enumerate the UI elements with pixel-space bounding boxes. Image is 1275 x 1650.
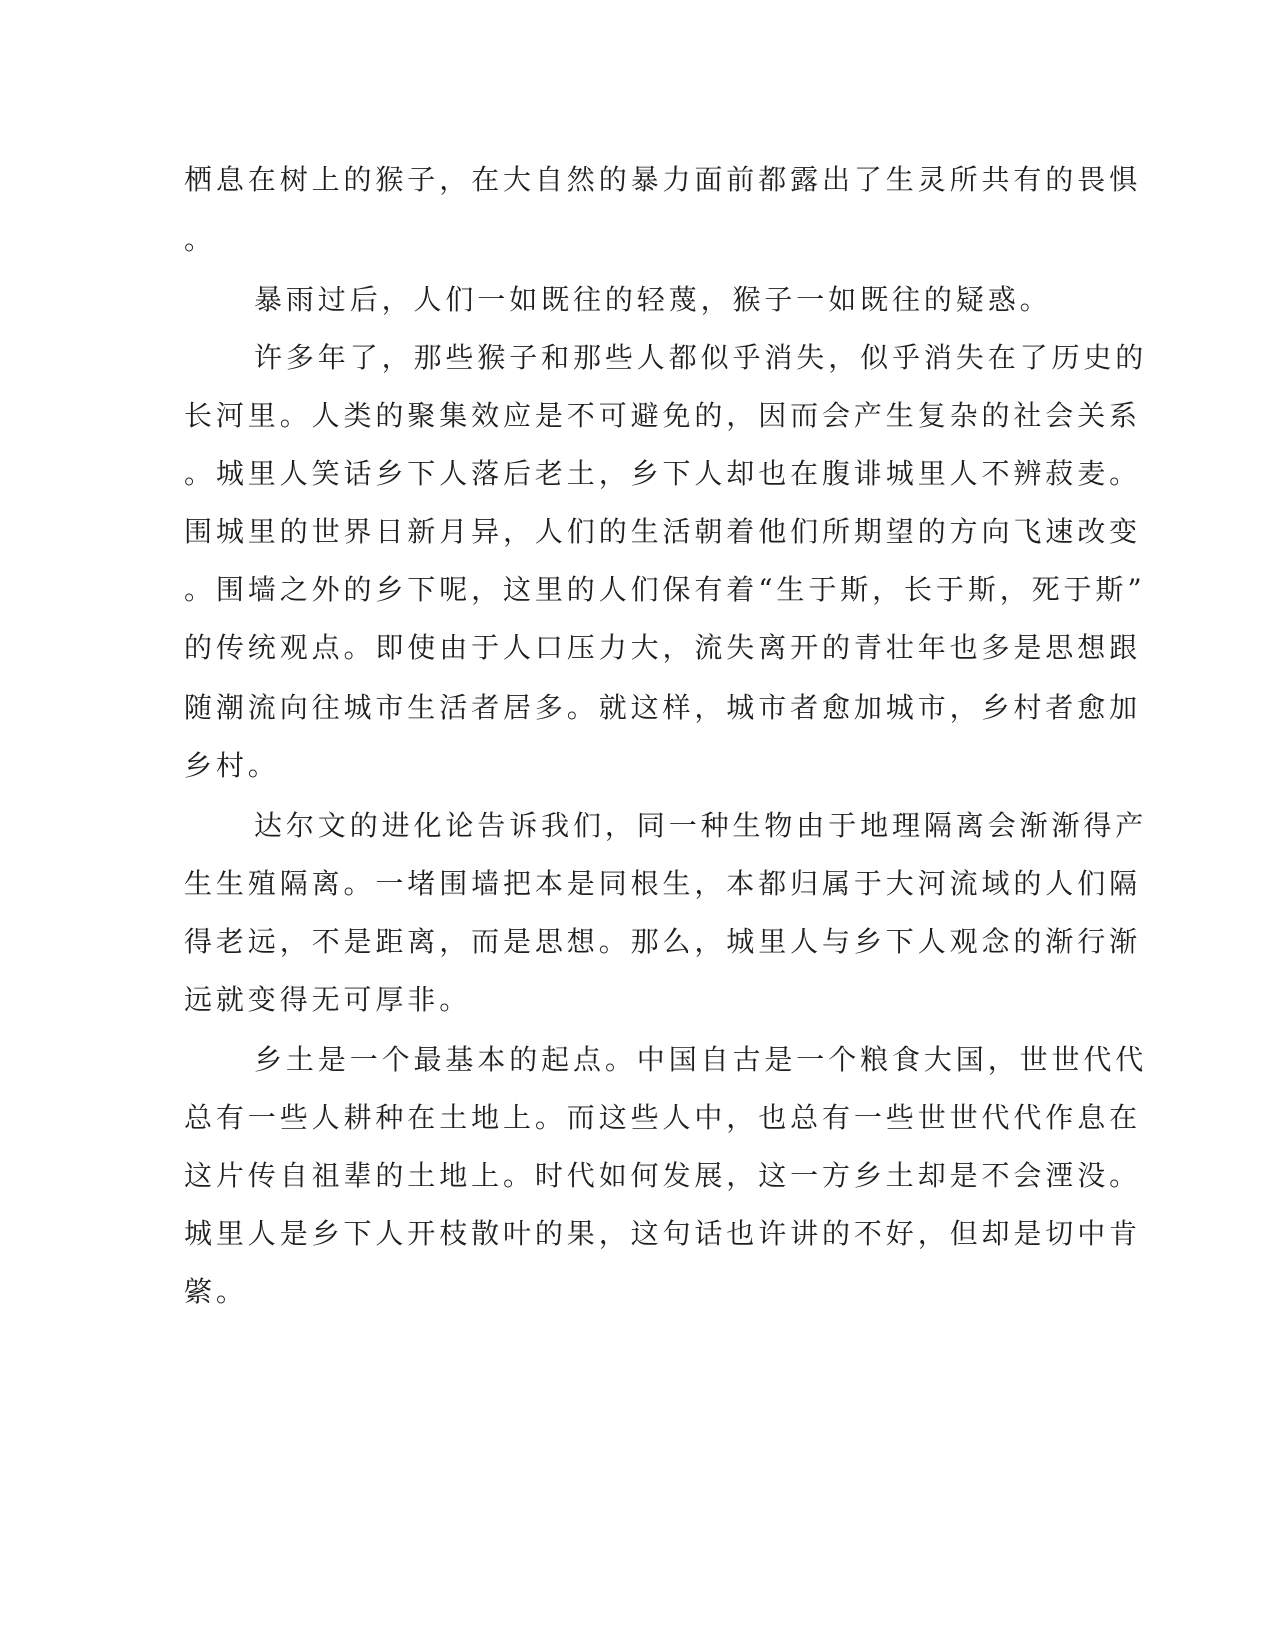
text-line-15: 远就变得无可厚非。: [184, 983, 472, 1016]
text-line-17: 总有一些人耕种在土地上。而这些人中，也总有一些世世代代作息在: [184, 1101, 1142, 1134]
text-line-10: 随潮流向往城市生活者居多。就这样，城市者愈加城市，乡村者愈加: [184, 691, 1142, 724]
text-line-5: 长河里。人类的聚集效应是不可避免的，因而会产生复杂的社会关系: [184, 399, 1142, 432]
text-line-20: 綮。: [184, 1275, 248, 1308]
text-line-6: 。城里人笑话乡下人落后老土，乡下人却也在腹诽城里人不辨菽麦。: [184, 457, 1142, 490]
paragraph-line-12: 达尔文的进化论告诉我们，同一种生物由于地理隔离会渐渐得产: [254, 809, 1148, 842]
text-line-18: 这片传自祖辈的土地上。时代如何发展，这一方乡土却是不会湮没。: [184, 1159, 1142, 1192]
text-line-19: 城里人是乡下人开枝散叶的果，这句话也许讲的不好，但却是切中肯: [184, 1217, 1142, 1250]
text-line-13: 生生殖隔离。一堵围墙把本是同根生，本都归属于大河流域的人们隔: [184, 867, 1142, 900]
paragraph-line-16: 乡土是一个最基本的起点。中国自古是一个粮食大国，世世代代: [254, 1043, 1148, 1076]
text-line-2: 。: [184, 223, 216, 256]
text-line-8: 。围墙之外的乡下呢，这里的人们保有着“生于斯，长于斯，死于斯”: [184, 573, 1146, 606]
paragraph-line-3: 暴雨过后，人们一如既往的轻蔑，猴子一如既往的疑惑。: [254, 283, 1052, 316]
paragraph-line-4: 许多年了，那些猴子和那些人都似乎消失，似乎消失在了历史的: [254, 341, 1148, 374]
text-line-14: 得老远，不是距离，而是思想。那么，城里人与乡下人观念的渐行渐: [184, 925, 1142, 958]
text-line-1: 栖息在树上的猴子，在大自然的暴力面前都露出了生灵所共有的畏惧: [184, 163, 1142, 196]
text-line-11: 乡村。: [184, 749, 280, 782]
text-line-7: 围城里的世界日新月异，人们的生活朝着他们所期望的方向飞速改变: [184, 515, 1142, 548]
text-line-9: 的传统观点。即使由于人口压力大，流失离开的青壮年也多是思想跟: [184, 631, 1142, 664]
